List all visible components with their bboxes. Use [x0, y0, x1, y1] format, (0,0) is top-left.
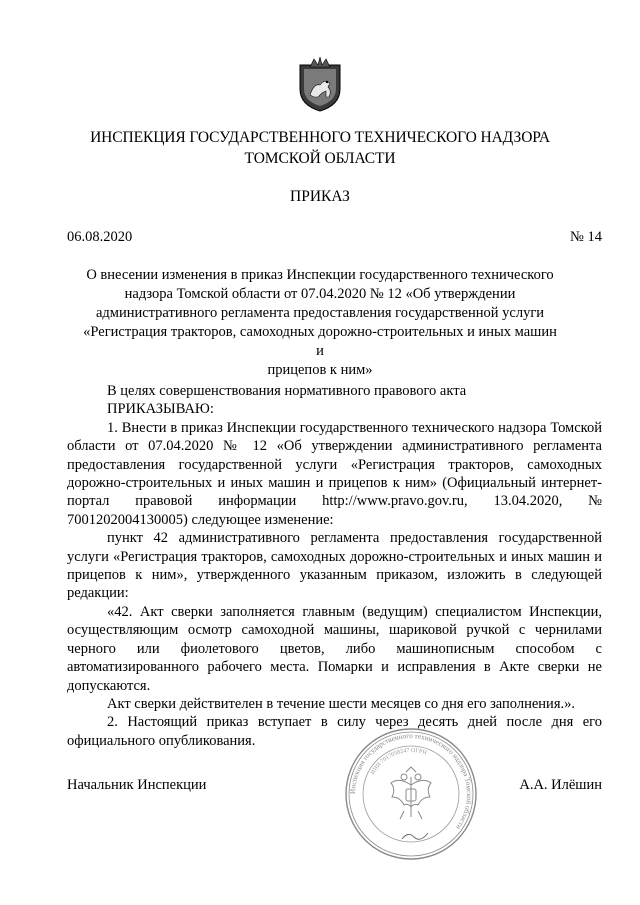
- tomsk-coat-of-arms-icon: [296, 55, 344, 113]
- svg-text:ИНН 7017058247 ОГРН: [370, 748, 428, 776]
- subject-line: О внесении изменения в приказ Инспекции государственного технического: [86, 267, 554, 283]
- subject-line: «Регистрация тракторов, самоходных дорожно-строительных и иных машин и: [83, 324, 557, 359]
- organization-name: [40, 127, 600, 169]
- subject-line: надзора Томской области от 07.04.2020 № 12 «Об утверждении: [124, 286, 516, 302]
- organization-name-line-1: ИНСПЕКЦИЯ ГОСУДАРСТВЕННОГО ТЕХНИЧЕСКОГО НАДЗОРА: [90, 129, 550, 146]
- double-headed-eagle-icon: [391, 767, 431, 819]
- body-paragraph-item-2: 2. Настоящий приказ вступает в силу через десять дней после дня его официального опубликования.: [67, 714, 602, 749]
- subject-line: прицепов к ним»: [267, 362, 373, 378]
- body-paragraph-validity: Акт сверки действителен в течение шести месяцев со дня его заполнения.».: [107, 695, 575, 712]
- body-paragraph-order-word: ПРИКАЗЫВАЮ:: [107, 401, 214, 418]
- signatory-role: Начальник Инспекции: [67, 777, 207, 793]
- organization-name-line-2: ТОМСКОЙ ОБЛАСТИ: [244, 150, 396, 167]
- body-paragraph-item-1: 1. Внести в приказ Инспекции государственного технического надзора Томской области от 07.04.2020 № 12 «Об утверждении административного регламента предоставления государственной услуги «Регистрация тракторов, самоходных дорожно-строительных и иных машин и прицепов к ним» (Официальный интернет-портал правовой информации http://www.pravo.gov.ru, 13.04.2020, № 7001202004130005) следующее изменение:: [67, 419, 602, 528]
- document-body: [67, 382, 602, 750]
- document-type-title: ПРИКАЗ: [290, 188, 350, 205]
- body-paragraph-quote: «42. Акт сверки заполняется главным (ведущим) специалистом Инспекции, осуществляющим осмотр самоходной машины, шариковой ручкой с чернилами черного или фиолетового цветов, либо машинописным способом с автоматизированного рабочего места. Помарки и исправления в Акте сверки не допускаются.: [67, 603, 602, 694]
- official-stamp-icon: [344, 727, 478, 861]
- document-subject: [80, 266, 560, 380]
- subject-line: административного регламента предоставления государственной услуги: [95, 305, 545, 321]
- body-paragraph-point-42: пункт 42 административного регламента предоставления государственной услуги «Регистрация тракторов, самоходных дорожно-строительных и иных машин и прицепов к ним», утвержденного указанным приказом, изложить в следующей редакции:: [67, 530, 602, 602]
- stamp-outer-text: Инспекция государственного технического надзора Томской области: [348, 731, 474, 831]
- body-paragraph-preamble: В целях совершенствования нормативного правового акта: [107, 383, 467, 399]
- signatory-name: А.А. Илёшин: [519, 777, 602, 793]
- document-date: 06.08.2020: [67, 229, 133, 245]
- stamp-inner-text: ИНН 7017058247 ОГРН: [370, 747, 428, 776]
- document-number: № 14: [570, 229, 602, 245]
